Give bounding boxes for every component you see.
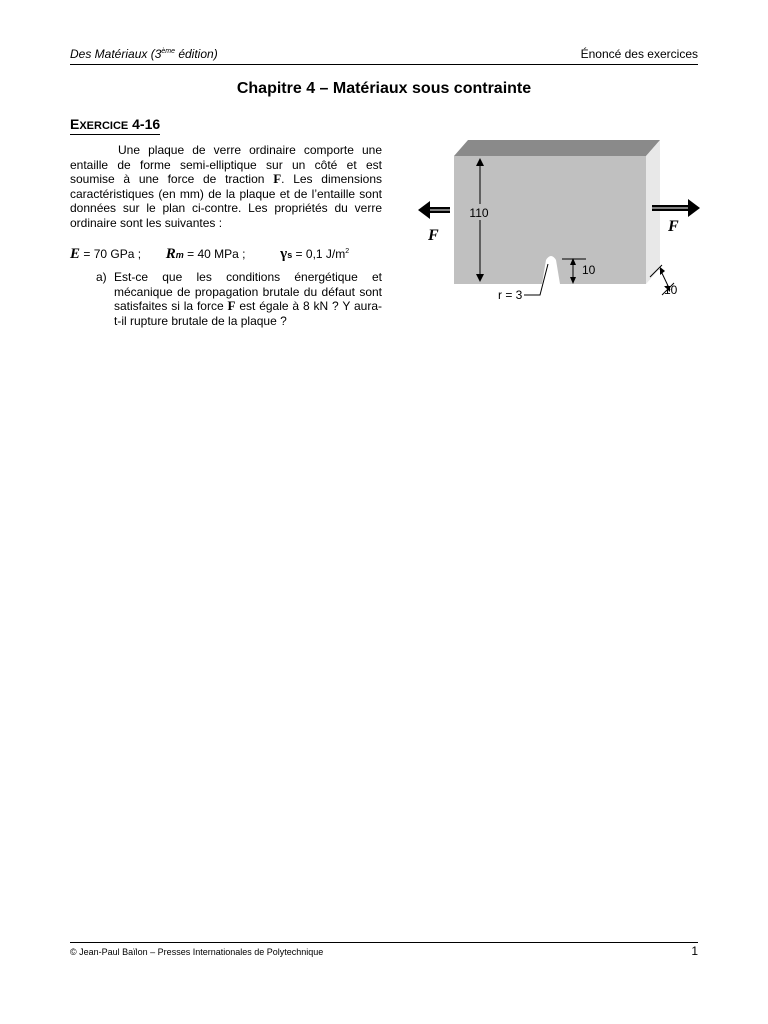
notch-depth-label: 10 xyxy=(582,263,596,277)
section-title: Énoncé des exercices xyxy=(580,47,698,61)
property-tensile-strength: Rm = 40 MPa ; xyxy=(165,246,246,262)
left-force-arrow xyxy=(418,201,450,219)
property-young-modulus: E = 70 GPa ; xyxy=(70,246,142,262)
question-text: Est-ce que les conditions énergétique et mécanique de propagation brutale du défaut sont satisfaites si la force F est égale à 8 kN ? Y aura-t-il rupture brutale de la plaque ? xyxy=(114,270,383,328)
exercise-title: EXERCICE 4-16 xyxy=(70,116,160,135)
chapter-title: Chapitre 4 – Matériaux sous contrainte xyxy=(236,80,532,97)
force-right-label: F xyxy=(668,218,679,235)
plate-diagram xyxy=(410,132,710,312)
page-header xyxy=(70,44,698,65)
book-title: Des Matériaux (3ème édition) xyxy=(70,47,218,61)
force-symbol: F xyxy=(273,171,282,186)
page-footer xyxy=(70,942,698,958)
page-number: 1 xyxy=(691,944,698,958)
material-properties xyxy=(70,246,390,263)
force-left-label: F xyxy=(428,227,439,244)
thickness-label: 10 xyxy=(664,283,678,297)
copyright: © Jean-Paul Baïlon – Presses Internationales de Polytechnique xyxy=(70,947,324,957)
property-surface-energy: γs = 0,1 $J/m^2$ xyxy=(280,246,350,262)
question-label: a) xyxy=(96,270,107,284)
problem-statement: Une plaque de verre ordinaire comporte une entaille de forme semi-elliptique sur un côté et est soumise à une force de traction F. Les dimensions caractéristiques (en mm) de la plaque et de l’entaille sont données sur le plan ci-contre. Les propriétés du verre ordinaire sont les suivantes : xyxy=(70,143,382,230)
height-label: 110 xyxy=(469,206,489,220)
radius-label: r = 3 xyxy=(498,288,523,302)
plate-side-face xyxy=(646,140,660,284)
